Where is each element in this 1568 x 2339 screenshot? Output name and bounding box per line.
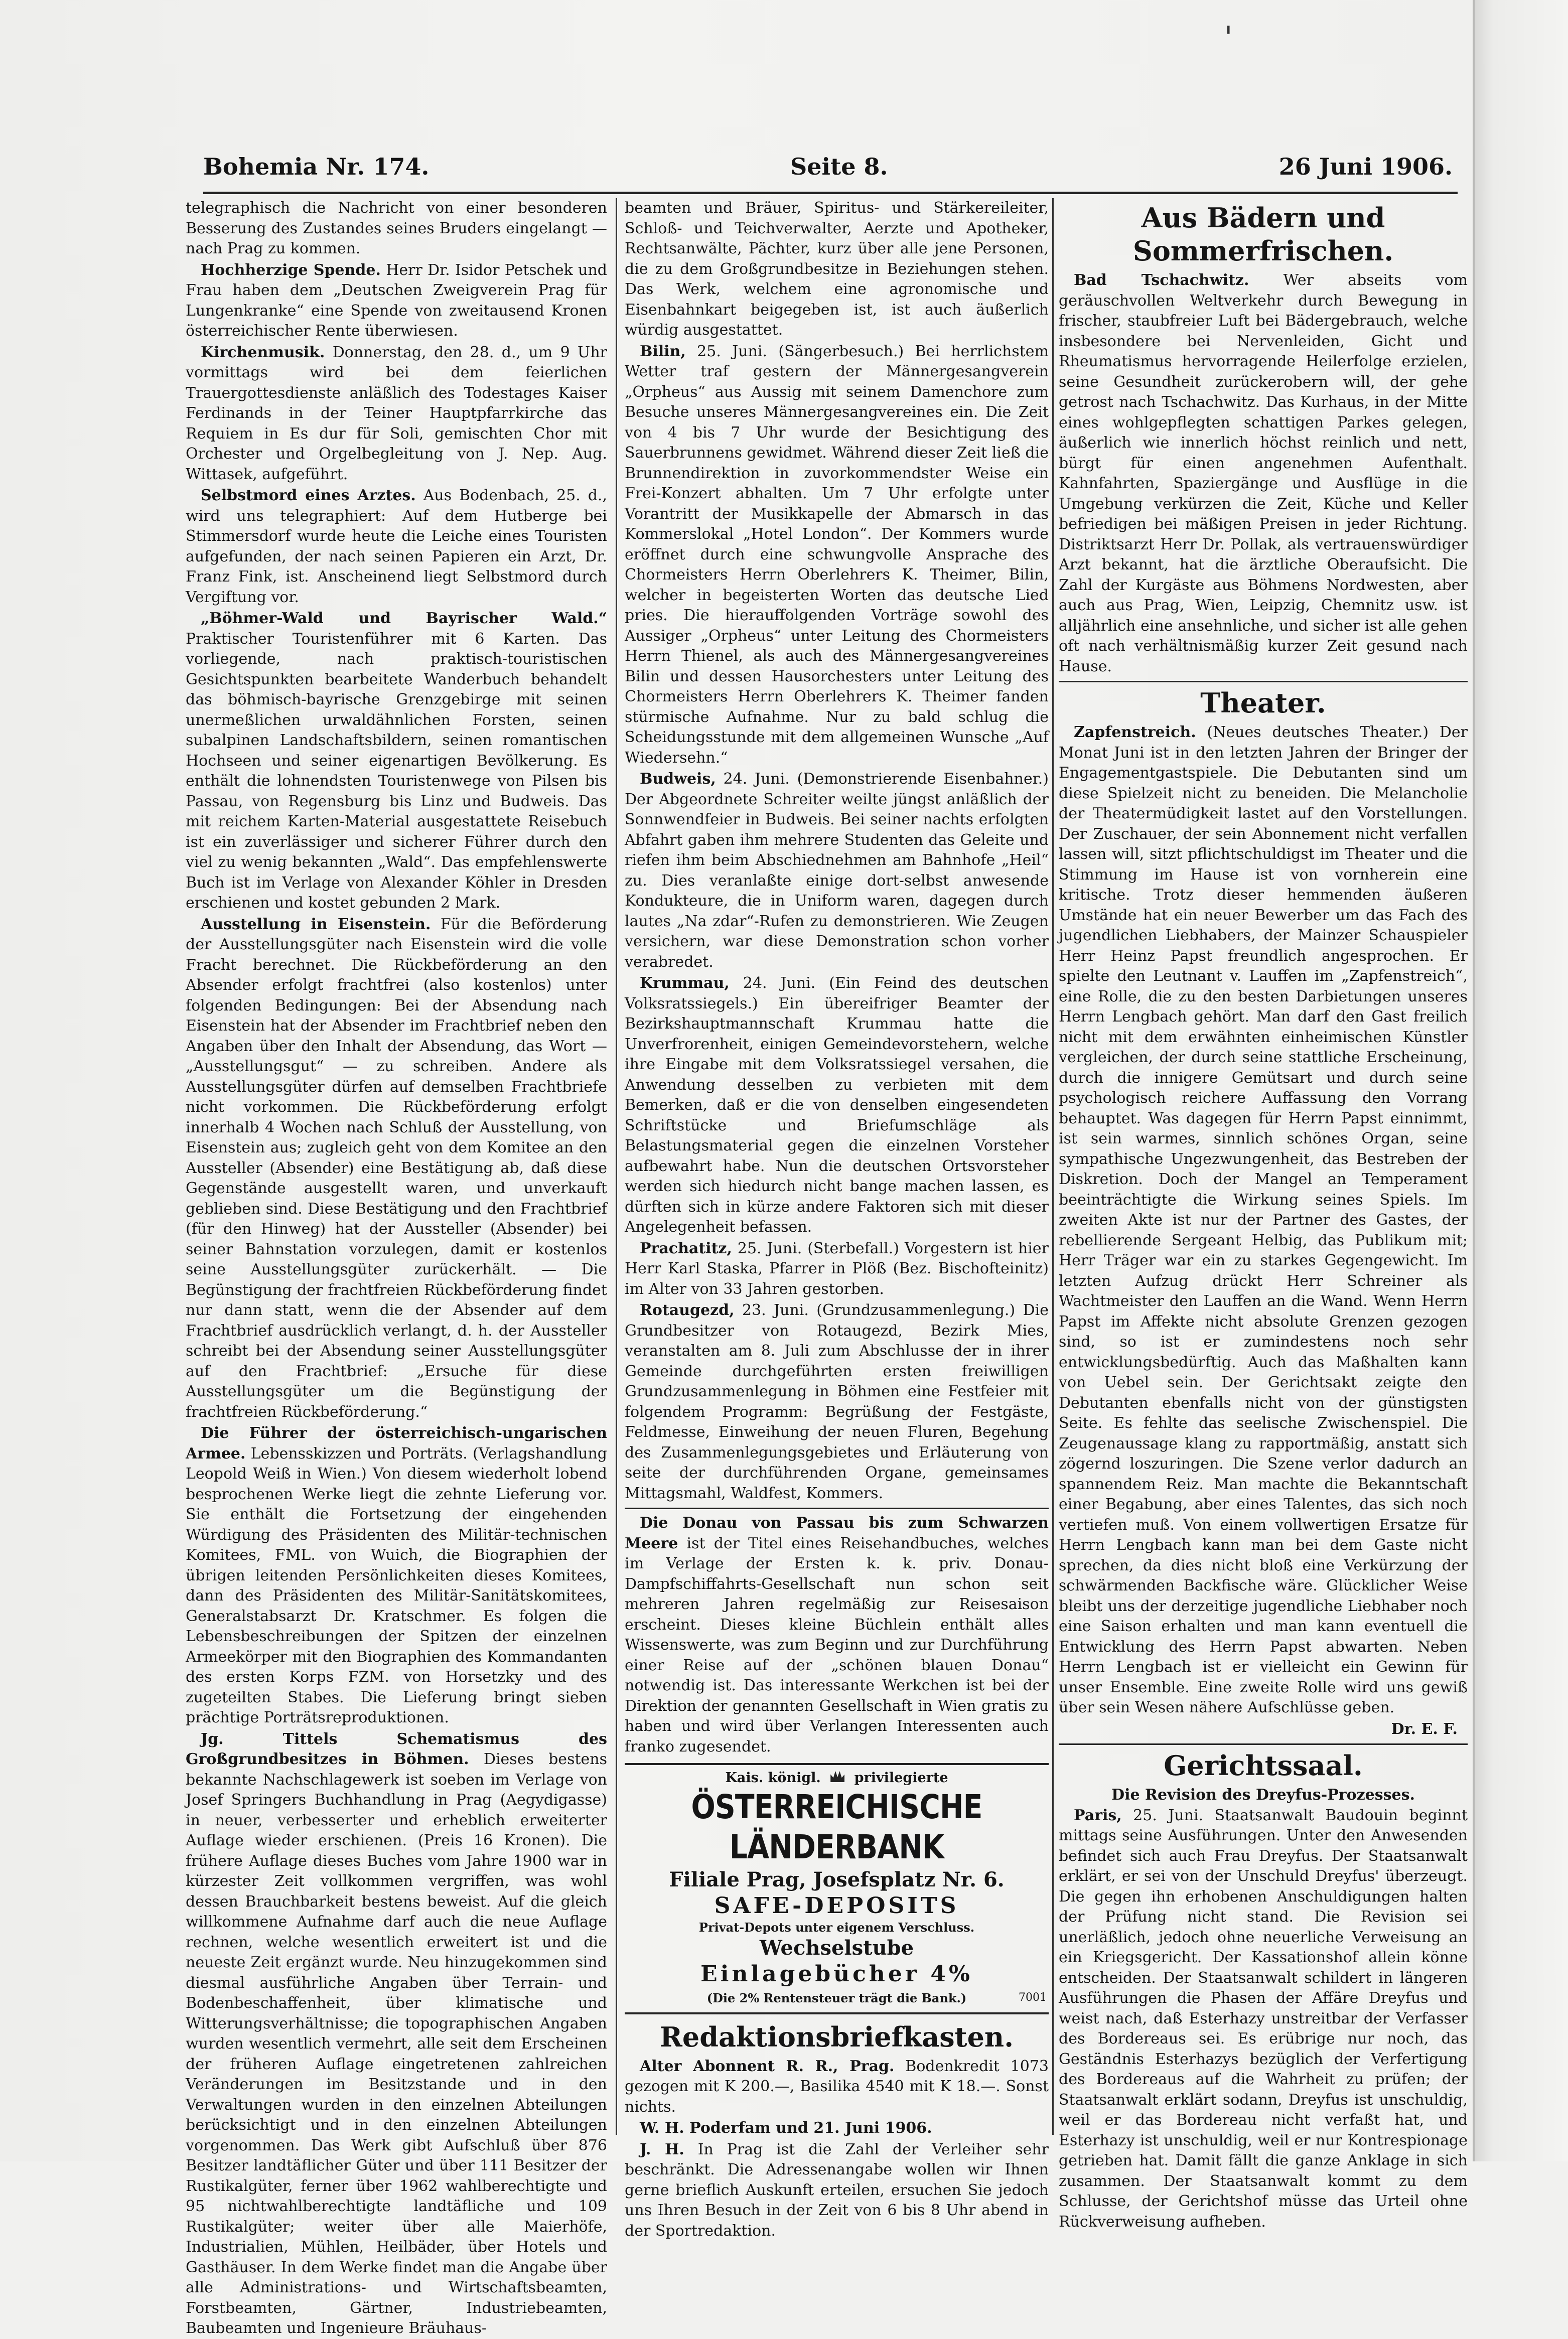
ad-number: 7001: [1019, 1991, 1047, 2004]
header-date: 26 Juni 1906.: [1278, 153, 1453, 180]
letter-entry: [625, 2057, 1049, 2118]
letter-entry: [625, 2140, 1049, 2242]
article-heading: Rotaugezd,: [640, 1301, 735, 1319]
article: [186, 1729, 607, 2339]
ad-branch: Filiale Prag, Josefsplatz Nr. 6.: [669, 1868, 1005, 1891]
article-text: Dieses bestens bekannte Nachschlagewerk ist soeben im Verlage von Josef Springers Buchhandlung in Prag (Aegydigasse) in neuer, verbesserter und erheblich erweiterter Auflage wieder erschienen. (Preis 16 Kronen). Die frühere Auflage dieses Buches vom Jahre 1900 war in kürzester Zeit vollkommen vergriffen, was wohl dessen Brauchbarkeit bestens beweist. Auf die gleich willkommene Aufnahme darf auch die neue Auflage rechnen, welche wesentlich erweitert ist und die neueste Zeit ergänzt wurde. Neu hinzugekommen sind diesmal ausführliche Angaben über Terrain- und Bodenbeschaffenheit, über klimatische und Witterungsverhältnisse; die topographischen Angaben wurden wesentlich vermehrt, alle seit dem Erscheinen der früheren Auflage eingetretenen zahlreichen Veränderungen im Besitzstande und in den Verwaltungen wurden in den einzelnen Abteilungen berücksichtigt und in den einzelnen Abteilungen vorgenommen. Das Werk gibt Aufschluß über 876 Besitzer landtäflicher Güter und über 111 Besitzer der Rustikalgüter, ferner über 1962 wahlberechtigte und 95 nichtwahlberechtigte landtäfliche und 109 Rustikalgüter; weiter über alle Maierhöfe, Industrialien, Mühlen, Heilbäder, über Hotels und Gasthäuser. In dem Werke findet man die Angabe über alle Administrations- und Wirtschaftsbeamten, Forstbeamten, Gärtner, Industriebeamten, Baubeamten und Ingenieure Bräuhaus-: [186, 1750, 607, 2337]
article: [625, 1239, 1049, 1300]
letter-entry: [625, 2118, 1049, 2139]
article-text: Praktischer Touristenführer mit 6 Karten. Das vorliegende, nach praktisch-touristischen Gesichtspunkten bearbeitete Wanderbuch behandelt das böhmisch-bayrische Grenzgebirge mit seinen unermeßlichen urwaldähnlichen Forsten, seinen subalpinen Landschaftsbildern, seinen romantischen Hochseen und seiner eigenartigen Bevölkerung. Es enthält die lohnendsten Touristenwege von Pilsen bis Passau, von Regensburg bis Linz und Budweis. Das mit reichem Karten-Material ausgestattete Reisebuch ist ein zuverlässiger und sicherer Führer durch den viel zu wenig bekannten „Wald“. Das empfehlenswerte Buch ist im Verlage von Alexander Köhler in Dresden erschienen und kostet gebunden 2 Mark.: [186, 630, 607, 912]
article-heading: Zapfenstreich.: [1074, 723, 1196, 741]
article-text: 24. Juni. (Demonstrierende Eisenbahner.) Der Abgeordnete Schreiter weilte jüngst anläßlich der Sonnwendfeier in Budweis. Bei seiner nachts erfolgten Abfahrt gaben ihm mehrere Studenten das Geleite und riefen ihm beim Abschiednehmen am Bahnhofe „Heil“ zu. Dies veranlaßte einige dort-selbst anwesende Kondukteure, die in Uniform waren, dagegen durch lautes „Na zdar“-Rufen zu demonstrieren. Wie Zeugen versichern, war diese Demonstration schon vorher verabredet.: [625, 770, 1049, 971]
article: [186, 1423, 607, 1728]
article-heading: Hochherzige Spende.: [201, 261, 381, 279]
section-rule: [625, 1508, 1049, 1509]
article: [1059, 1806, 1468, 2233]
article-heading: Jg. Tittels Schematismus des Großgrundbesitzes in Böhmen.: [186, 1730, 607, 1768]
ad-privilege-line: [625, 1769, 1049, 1787]
header-rule: [203, 192, 1458, 194]
ad-tax-note: (Die 2% Rentensteuer trägt die Bank.): [706, 1991, 967, 2005]
ad-footer: [625, 1988, 1049, 2008]
bank-advertisement: [625, 1763, 1049, 2014]
article-text: beamten und Bräuer, Spiritus- und Stärkereileiter, Schloß- und Teichverwalter, Aerzte und Apotheker, Rechtsanwälte, Pächter, kurz über alle jene Personen, die zu dem Großgrundbesitze in Beziehungen stehen. Das Werk, welchem eine agronomische und Eisenbahnkart beigegeben ist, ist auch äußerlich würdig ausgestattet.: [625, 199, 1049, 339]
letter-text: Bodenkredit 1073 gezogen mit K 200.—, Basilika 4540 mit K 18.—. Sonst nichts.: [625, 2057, 1049, 2116]
ad-line-right: privilegierte: [854, 1770, 948, 1786]
article-text: 24. Juni. (Ein Feind des deutschen Volksratssiegels.) Ein übereifriger Beamter der Bezirkshauptmannschaft Krummau hatte die Unverfrorenheit, einigen Gemeindevorstehern, welche ihre Eingabe mit dem Volksratssiegel versahen, die Anwendung desselben zu verbieten mit dem Bemerken, daß er die von denselben eingesendeten Schriftstücke und Briefumschläge als Belastungsmaterial gegen die einzelnen Vorsteher aufbewahrt habe. Nun die deutschen Ortsvorsteher werden sich hiedurch nicht bange machen lassen, es dürften sich in kürze andere Faktoren sich mit dieser Angelegenheit befassen.: [625, 974, 1049, 1236]
article-heading: Die Führer der österreichisch-ungarischen Armee.: [186, 1424, 607, 1463]
article-heading: Krummau,: [640, 974, 730, 992]
article-heading: Selbstmord eines Arztes.: [201, 487, 416, 504]
article: [625, 1300, 1049, 1504]
article-text: Für die Beförderung der Ausstellungsgüter nach Eisenstein wird die volle Fracht berechnet. Die Rückbeförderung an den Absender erfolgt frachtfrei (also kostenlos) unter folgenden Bedingungen: Bei der Absendung nach Eisenstein hat der Absender im Frachtbrief neben den Angaben über den Inhalt der Absendung, das Wort — „Ausstellungsgut“ — zu schreiben. Andere als Ausstellungsgüter dürfen auf demselben Frachtbriefe nicht vorkommen. Die Rückbeförderung erfolgt innerhalb 4 Wochen nach Schluß der Ausstellung, von Eisenstein aus; zugleich geht von dem Komitee an den Aussteller (Absender) eine Bestätigung ab, daß diese Gegenstände ausgestellt waren, und unverkauft geblieben sind. Diese Bestätigung und den Frachtbrief (für den Hinweg) hat der Aussteller (Absender) bei seiner Bahnstation vorzulegen, damit er kostenlos seine Ausstellungsgüter zurückerhält. — Die Begünstigung der frachtfreien Rückbeförderung findet nur dann statt, wenn die der Absender auf dem Frachtbrief ausdrücklich verlangt, d. h. der Aussteller schreibt bei der Absendung seiner Ausstellungsgüter auf den Frachtbrief: „Ersuche für diese Ausstellungsgüter um die Begünstigung der frachtfreien Rückbeförderung.“: [186, 915, 608, 1421]
page-header: [203, 153, 1458, 188]
article-text: Donnerstag, den 28. d., um 9 Uhr vormittags wird bei dem feierlichen Trauergottesdienste anläßlich des Todestages Kaiser Ferdinands in der Teiner Hauptpfarrkirche das Requiem in Es dur für Soli, gemischten Chor mit Orchester und Orgelbegleitung von J. Nep. Aug. Wittasek, aufgeführt.: [186, 343, 607, 483]
ad-bank-name: ÖSTERREICHISCHE LÄNDERBANK: [691, 1788, 982, 1866]
column-2: [625, 198, 1049, 2240]
article-text: 25. Juni. (Sängerbesuch.) Bei herrlichstem Wetter traf gestern der Männergesangverein „Orpheus“ aus Aussig mit seinem Damenchore zum Besuche unseres Männergesangvereines ein. Die Zeit von 4 bis 7 Uhr wurde der Besichtigung des Sauerbrunnens gewidmet. Während dieser Zeit ließ die Brunnendirektion in zuvorkommendster Weise ein Frei-Konzert abhalten. Um 7 Uhr erfolgte unter Vorantritt der Musikkapelle der Abmarsch in das Kommerslokal „Hotel London“. Der Kommers wurde eröffnet durch eine schwungvolle Ansprache des Chormeisters Herrn Oberlehrers K. Theimer, Bilin, welcher in begeisterten Worten das deutsche Lied pries. Die hierauffolgenden Vorträge sowohl des Aussiger „Orpheus“ unter Leitung des Chormeisters Herrn Thienel, als auch des Männergesangvereines Bilin und dessen Hausorchesters unter Leitung des Chormeisters Herrn Oberlehrers K. Theimer fanden stürmische Aufnahme. Nur zu bald schlug die Scheidungsstunde mit dem allgemeinen Wunsche „Auf Wiedersehn.“: [625, 342, 1049, 767]
article: [186, 609, 607, 914]
ad-exchange: Wechselstube: [759, 1936, 914, 1960]
article-heading: Kirchenmusik.: [201, 343, 325, 361]
ad-private-depots: Privat-Depots unter eigenem Verschluss.: [698, 1920, 975, 1935]
section-title-theater: Theater.: [1200, 687, 1326, 719]
article: [625, 342, 1049, 769]
article-text: Aus Bodenbach, 25. d., wird uns telegraphiert: Auf dem Hutberge bei Stimmersdorf wurde heute die Leiche eines Touristen aufgefunden, der nach seinen Papieren ein Arzt, Dr. Franz Fink, ist. Anscheinend liegt Selbstmord durch Vergiftung vor.: [186, 487, 607, 606]
article: [186, 260, 607, 342]
article-text: Herr Dr. Isidor Petschek und Frau haben dem „Deutschen Zweigverein Prag für Lungenkranke“ eine Spende von zweitausend Kronen österreichischer Rente überwiesen.: [186, 261, 607, 340]
page-edge: [1473, 0, 1568, 2161]
article: [625, 1513, 1049, 1757]
article-text: 25. Juni. (Sterbefall.) Vorgestern ist hier Herr Karl Staska, Pfarrer in Plöß (Bez. Bischofteinitz) im Alter von 33 Jahren gestorben.: [625, 1239, 1049, 1298]
header-left: Bohemia Nr. 174.: [203, 153, 430, 180]
section-title-baeder: Aus Bädern und Sommerfrischen.: [1132, 202, 1394, 267]
section-title-redaktion: Redaktionsbriefkasten.: [659, 2020, 1014, 2053]
article-text: Wer abseits vom geräuschvollen Weltverkehr durch Bewegung in frischer, staubfreier Luft bei Bädergebrauch, welche insbesondere bei Nervenleiden, Gicht und Rheumatismus hervorragende Heilerfolge erzielen, seine Gesundheit zurückerobern will, der gehe getrost nach Tschachwitz. Das Kurhaus, in der Mitte eines wohlgepflegten schattigen Parkes gelegen, äußerlich wie innerlich höchst reinlich und nett, bürgt für einen angenehmen Aufenthalt. Kahnfahrten, Spaziergänge und Ausflüge in die Umgebung verkürzen die Zeit, Küche und Keller befriedigen bei mäßigen Preisen in jeder Richtung. Distriktsarzt Herr Dr. Pollak, als vertrauenswürdiger Arzt bekannt, hat die ärztliche Oberaufsicht. Die Zahl der Kurgäste aus Böhmens Nordwesten, aber auch aus Prag, Wien, Leipzig, Chemnitz usw. ist alljährlich eine ansehnliche, und sicher ist alle gehen oft nach verhältnismäßig kurzer Zeit gesund nach Hause.: [1059, 271, 1468, 675]
letter-heading: J. H.: [640, 2140, 684, 2158]
article-heading: Die Revision des Dreyfus-Prozesses.: [1111, 1786, 1415, 1804]
article-heading: Ausstellung in Eisenstein.: [201, 915, 431, 933]
ink-mark: ': [1224, 20, 1233, 55]
article: [186, 915, 607, 1423]
article-heading: Budweis,: [640, 770, 716, 788]
section-rule: [1059, 681, 1468, 682]
article: [1059, 722, 1468, 1718]
ad-savings-books: Einlagebücher 4%: [700, 1961, 973, 1987]
column-1: [186, 198, 608, 2337]
article-text: 25. Juni. Staatsanwalt Baudouin beginnt mittags seine Ausführungen. Unter den Anwesenden befindet sich auch Frau Dreyfus. Der Staatsanwalt erklärt, er sei von der Unschuld Dreyfus' überzeugt. Die gegen ihn erhobenen Anschuldigungen halten der Prüfung nicht stand. Die Revision sei unerläßlich, jedoch ohne neuerliche Verweisung an ein Kriegsgericht. Der Kassationshof allein könne entscheiden. Der Staatsanwalt schildert in längeren Ausführungen die Phasen der Affäre Dreyfus und weist nach, daß Esterhazy unstreitbar der Verfasser des Bordereaus sei. Es erübrige nur noch, das Geständnis Esterhazys bezüglich der Verfertigung des Bordereaus auf die Wahrheit zu prüfen; der Staatsanwalt erklärt sodann, Dreyfus ist unschuldig, weil er das Bordereau nicht verfaßt hat, und Esterhazy ist unschuldig, weil er nur Kontrespionage getrieben hat. Damit fällt die ganze Anklage in sich zusammen. Der Staatsanwalt kommt zu dem Schlusse, der Gerichtshof müsse das Urteil ohne Rückverweisung aufheben.: [1059, 1806, 1468, 2231]
section-rule: [1059, 1743, 1468, 1745]
article-text: (Neues deutsches Theater.) Der Monat Juni ist in den letzten Jahren der Bringer der Engagementgastspiele. Die Debutanten sind um diese Spielzeit nicht zu beneiden. Die Melancholie der Theatermüdigkeit lastet auf den Vorstellungen. Der Zuschauer, der sein Abonnement nicht verfallen lassen will, sitzt pflichtschuldigst im Theater und die Stimmung im Hause ist von vornherein eine kritische. Trotz dieser hemmenden äußeren Umstände hat ein neuer Bewerber um das Fach des jugendlichen Liebhabers, der Mainzer Schauspieler Herr Heinz Papst freundlich angesprochen. Er spielte den Leutnant v. Lauffen im „Zapfenstreich“, eine Rolle, die zu den besten Darbietungen unseres Herrn Lengbach gehört. Man darf den Gast freilich nicht mit dem erwähnten einheimischen Künstler vergleichen, der durch seine stattliche Erscheinung, durch die innigere Gemütsart und durch seine psychologisch reichere Auffassung den Vorrang behauptet. Was dagegen für Herrn Papst einnimmt, ist sein warmes, sinnlich schönes Organ, seine sympathische Ungezwungenheit, das Bestreben der Diskretion. Doch der Mangel an Temperament beeinträchtigte die Wirkung seines Spiels. Im zweiten Akte ist nur der Partner des Gastes, der rebellierende Sergeant Helbig, das Publikum mit; Herr Träger war ein zu starkes Gegengewicht. Im letzten Aufzug drückt Herr Schreiner als Wachtmeister den Lauffen an die Wand. Wenn Herrn Papst im Affekte nicht absolute Grenzen gezogen sind, so ist er zumindestens noch sehr entwicklungsbedürftig. Auch das Maßhalten kann von Uebel sein. Der Gerichtsakt zeigte den Debutanten ebenfalls nicht von der günstigsten Seite. Es fehlte das seelische Zwischenspiel. Die Zeugenaussage klang zu rapportmäßig, anstatt sich zögernd loszuringen. Die Szene verlor dadurch an spannendem Reiz. Man machte die Bekanntschaft einer Begabung, aber eines Talentes, das sich noch vertiefen muß. Von einem vollwertigen Ersatze für Herrn Lengbach kann man bei dem Gaste nicht sprechen, da dies nicht bloß eine Verkürzung der schwärmenden Backfische wäre. Glücklicher Weise bleibt uns der derzeitige jugendliche Liebhaber noch eine Saison erhalten und man kann eventuell die Entwicklung des Herrn Papst abwarten. Neben Herrn Lengbach ist er vielleicht ein Gewinn für unser Ensemble. Eine zweite Rolle wird uns gewiß über sein Wesen nähere Aufschlüsse geben.: [1059, 723, 1468, 1716]
article-text: Lebensskizzen und Porträts. (Verlagshandlung Leopold Weiß in Wien.) Von diesem wiederholt lobend besprochenen Werke liegt die zehnte Lieferung vor. Sie enthält die Fortsetzung der eingehenden Würdigung des Präsidenten des Militär-technischen Komitees, FML. von Wuich, die Biographien der übrigen leitenden Persönlichkeiten dieses Komitees, dann des Präsidenten des Militär-Sanitätskomitees, Generalstabsarzt Dr. Kratschmer. Es folgen die Lebensbeschreibungen der Spitzen der einzelnen Armeekörper mit den Biographien des Kommandanten des ersten Korps FZM. von Horsetzky und des zugeteilten Stabes. Die Lieferung bringt sieben prächtige Porträtsreproduktionen.: [186, 1444, 607, 1726]
dateline: Paris,: [1074, 1806, 1122, 1824]
header-page-number: Seite 8.: [790, 153, 888, 180]
article: [625, 973, 1049, 1238]
article-text: ist der Titel eines Reisehandbuches, welches im Verlage der Ersten k. k. priv. Donau-Dampfschiffahrts-Gesellschaft nun schon seit mehreren Jahren regelmäßig zur Reisesaison erscheint. Dieses kleine Büchlein enthält alles Wissenswerte, was zum Beginn und zur Durchführung einer Reise auf der „schönen blauen Donau“ notwendig ist. Das interessante Werkchen ist bei der Direktion der genannten Gesellschaft in Wien gratis zu haben und wird über Verlangen Interessenten auch franko zugesendet.: [625, 1534, 1049, 1756]
column-rule: [616, 198, 617, 2135]
article-heading: „Böhmer-Wald und Bayrischer Wald.“: [201, 610, 607, 627]
article: [186, 343, 607, 485]
author-signature: Dr. E. F.: [1391, 1720, 1458, 1738]
column-rule: [1052, 198, 1054, 2135]
letter-heading: W. H. Poderfam und 21. Juni 1906.: [640, 2119, 932, 2137]
article: [625, 769, 1049, 972]
ad-safe-deposits: SAFE-DEPOSITS: [714, 1893, 959, 1919]
article-text: telegraphisch die Nachricht von einer besonderen Besserung des Zustandes seines Bruders eingelangt — nach Prag zu kommen.: [186, 199, 607, 257]
article: [1059, 270, 1468, 677]
article-heading: Prachatitz,: [640, 1239, 732, 1257]
article: [186, 486, 607, 608]
article-heading: Bilin,: [640, 342, 686, 360]
article-heading: Bad Tschachwitz.: [1074, 271, 1249, 289]
section-title-gerichtssaal: Gerichtssaal.: [1164, 1749, 1363, 1782]
crown-icon: [830, 1771, 844, 1782]
article-heading: Die Donau von Passau bis zum Schwarzen Meere: [625, 1514, 1049, 1552]
column-3: [1059, 198, 1468, 2231]
letter-text: In Prag ist die Zahl der Verleiher sehr beschränkt. Die Adressenangabe wollen wir Ihnen gerne brieflich Auskunft erteilen, ersuchen Sie jedoch uns Ihren Besuch in der Zeit von 6 bis 8 Uhr abend in der Sportredaktion.: [625, 2140, 1049, 2240]
ad-line-left: Kais. königl.: [725, 1770, 821, 1786]
article-text: 23. Juni. (Grundzusammenlegung.) Die Grundbesitzer von Rotaugezd, Bezirk Mies, veranstalten am 8. Juli zum Abschlusse der in ihrer Gemeinde durchgeführten ersten freiwilligen Grundzusammenlegung in Böhmen eine Festfeier mit folgendem Programm: Begrüßung der Festgäste, Feldmesse, Einweihung der neuen Fluren, Begehung des Zusammenlegungsgebietes und Erläuterung von seite der durchführenden Organe, gemeinsames Mittagsmahl, Waldfest, Kommers.: [625, 1301, 1049, 1502]
letter-heading: Alter Abonnent R. R., Prag.: [640, 2057, 895, 2075]
